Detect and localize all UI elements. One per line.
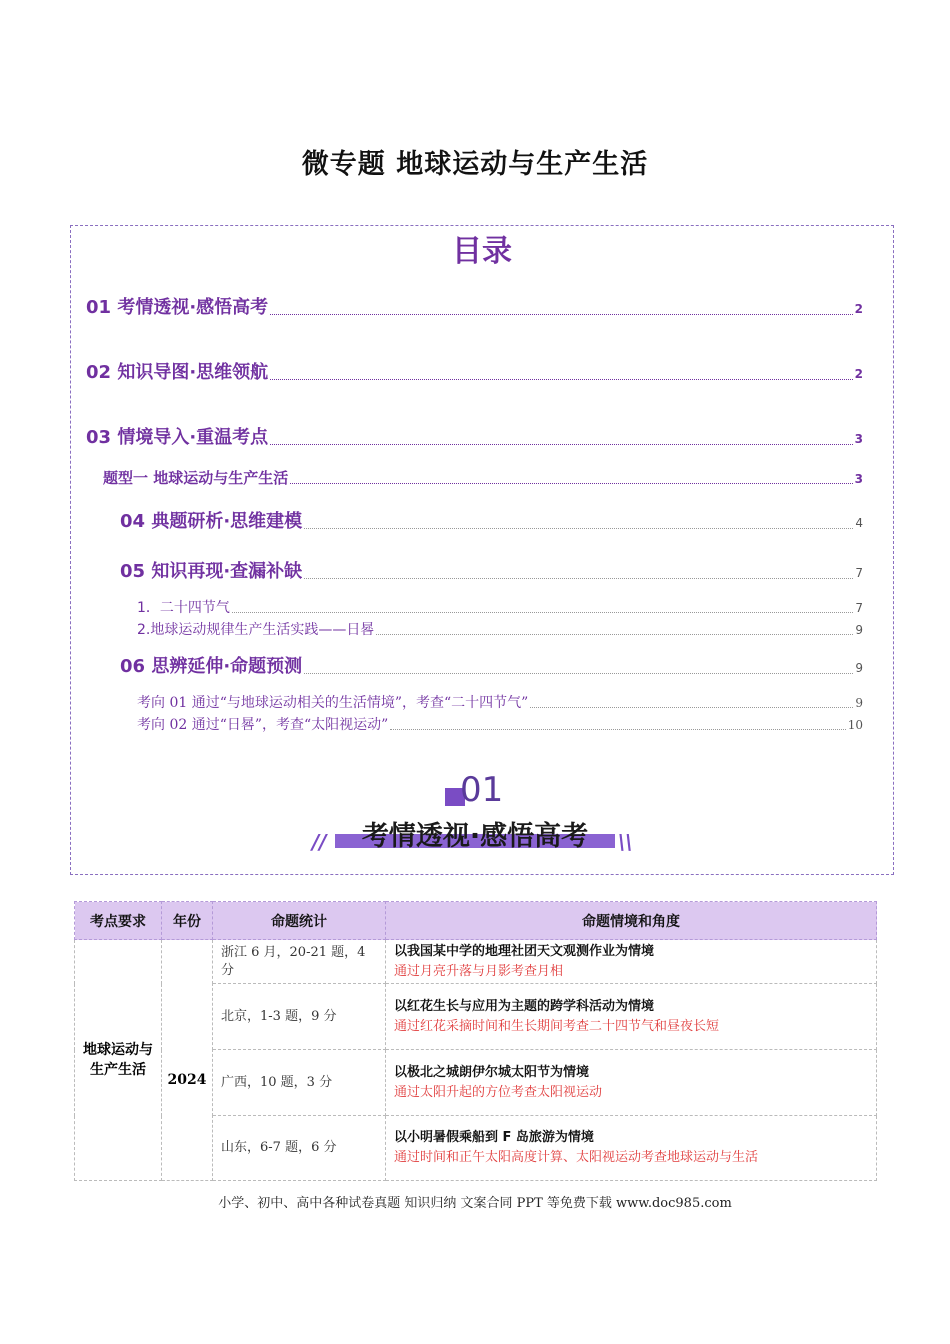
stat-cell: 浙江 6 月，20-21 题，4 分 (213, 940, 386, 984)
context-text: 以我国某中学的地理社团天文观测作业为情境 (394, 943, 655, 959)
context-cell (386, 1116, 877, 1181)
table-row (75, 940, 877, 984)
toc-item-05-1[interactable]: 1．二十四节气 7 (137, 600, 863, 616)
exam-table (74, 901, 877, 1181)
banner-number: 01 (460, 770, 504, 810)
angle-text: 通过时间和正午太阳高度计算、太阳视运动考查地球运动与生活 (394, 1150, 759, 1165)
angle-text: 通过太阳升起的方位考查太阳视运动 (394, 1084, 603, 1100)
context-cell (386, 984, 877, 1050)
banner-right-mark: \\ (618, 830, 633, 854)
toc-item-05[interactable]: 05 知识再现·查漏补缺 7 (120, 561, 863, 582)
table-header-row (75, 902, 877, 940)
page-title: 微专题 地球运动与生产生活 (301, 149, 649, 180)
stat-cell: 广西，10 题，3 分 (213, 1050, 386, 1116)
context-text: 以小明暑假乘船到 F 岛旅游为情境 (394, 1130, 594, 1145)
toc-item-type-1[interactable]: 题型一 地球运动与生产生活 3 (103, 469, 863, 487)
header-cell: 考点要求 (75, 902, 162, 940)
toc-item-06-2[interactable]: 考向 02 通过“日晷”，考查“太阳视运动” 10 (137, 717, 863, 733)
toc-item-06[interactable]: 06 思辨延伸·命题预测 9 (120, 656, 863, 677)
stat-cell: 山东，6-7 题，6 分 (213, 1116, 386, 1181)
stat-cell: 北京，1-3 题，9 分 (213, 984, 386, 1050)
banner-text: 考情透视·感悟高考 (361, 821, 589, 852)
toc-item-03[interactable]: 03 情境导入·重温考点 3 (86, 427, 863, 448)
header-cell: 命题统计 (213, 902, 386, 940)
year-cell: 2024 (162, 940, 213, 1181)
toc-item-01[interactable]: 01 考情透视·感悟高考 2 (86, 297, 863, 318)
banner-left-mark: // (312, 830, 327, 854)
angle-text: 通过月亮升落与月影考查月相 (394, 963, 564, 979)
toc-item-06-1[interactable]: 考向 01 通过“与地球运动相关的生活情境”，考查“二十四节气” 9 (137, 695, 863, 711)
footer-text: 小学、初中、高中各种试卷真题 知识归纳 文案合同 PPT 等免费下载 www.doc985.com (218, 1196, 732, 1211)
section-banner (310, 770, 640, 860)
toc-heading: 目录 (452, 234, 512, 269)
header-cell: 命题情境和角度 (386, 902, 877, 940)
topic-cell: 地球运动与生产生活 (75, 940, 162, 1181)
context-text: 以极北之城朗伊尔城太阳节为情境 (394, 1064, 590, 1080)
angle-text: 通过红花采摘时间和生长期间考查二十四节气和昼夜长短 (394, 1018, 720, 1034)
toc-item-02[interactable]: 02 知识导图·思维领航 2 (86, 362, 863, 383)
toc-item-05-2[interactable]: 2.地球运动规律生产生活实践——日晷 9 (137, 622, 863, 638)
header-cell: 年份 (162, 902, 213, 940)
toc-item-04[interactable]: 04 典题研析·思维建模 4 (120, 511, 863, 532)
context-cell (386, 940, 877, 984)
context-text: 以红花生长与应用为主题的跨学科活动为情境 (394, 998, 655, 1014)
context-cell (386, 1050, 877, 1116)
